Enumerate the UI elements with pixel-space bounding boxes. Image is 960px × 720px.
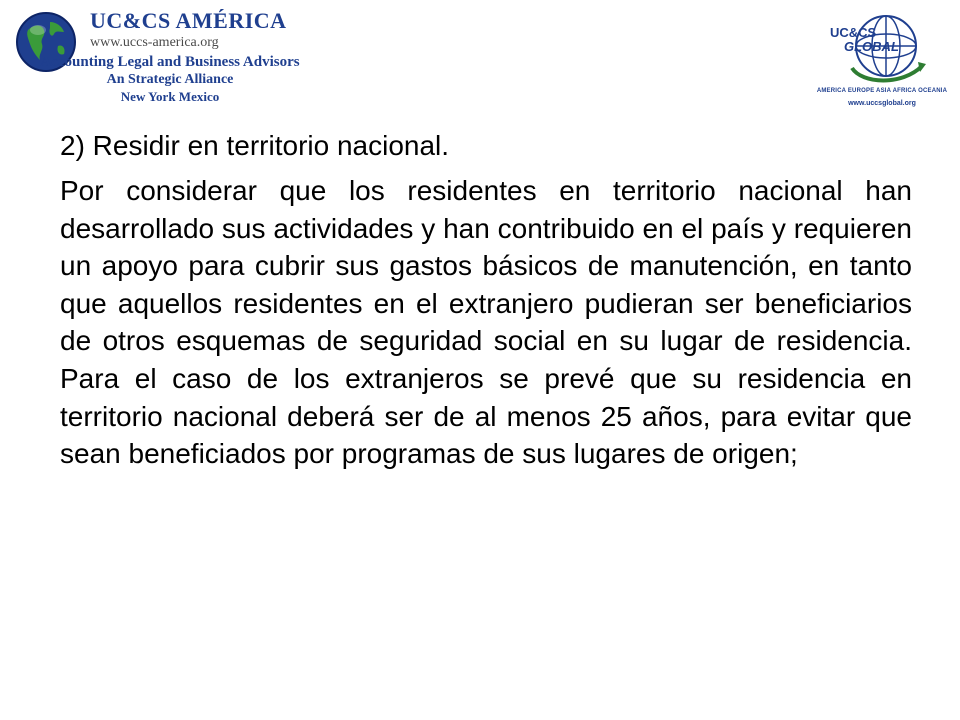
section-paragraph: Por considerar que los residentes en territorio nacional han desarrollado sus actividades y han contribuido en el país y requieren un apoyo para cubrir sus gastos básicos de manutención, en tanto que aquellos residentes en el extranjero pudieran ser beneficiarios de otros esquemas de seguridad social en su lugar de residencia. Para el caso de los extranjeros se prevé que su residencia en territorio nacional deberá ser de al menos 25 años, para evitar que sean beneficiados por programas de sus lugares de origen; [60,175,912,470]
uccs-global-logo [812,8,952,120]
brand-alliance: An Strategic Alliance [106,72,234,87]
brand-tagline: Accounting Legal and Business Advisors [40,54,300,70]
global-url: www.uccsglobal.org [848,100,916,107]
global-logo-title [830,26,900,54]
global-title-top: UC&CS [830,25,877,40]
slide-content [60,126,912,473]
continents-list: AMERICA EUROPE ASIA AFRICA OCEANIA [816,88,948,94]
section-heading: 2) Residir en territorio nacional. [60,130,450,161]
brand-locations: New York Mexico [120,89,220,104]
global-title-bottom: GLOBAL [844,39,899,54]
brand-title: UC&CS AMÉRICA [90,8,287,33]
brand-url: www.uccs-america.org [90,35,219,50]
uccs-america-logo [10,8,310,106]
